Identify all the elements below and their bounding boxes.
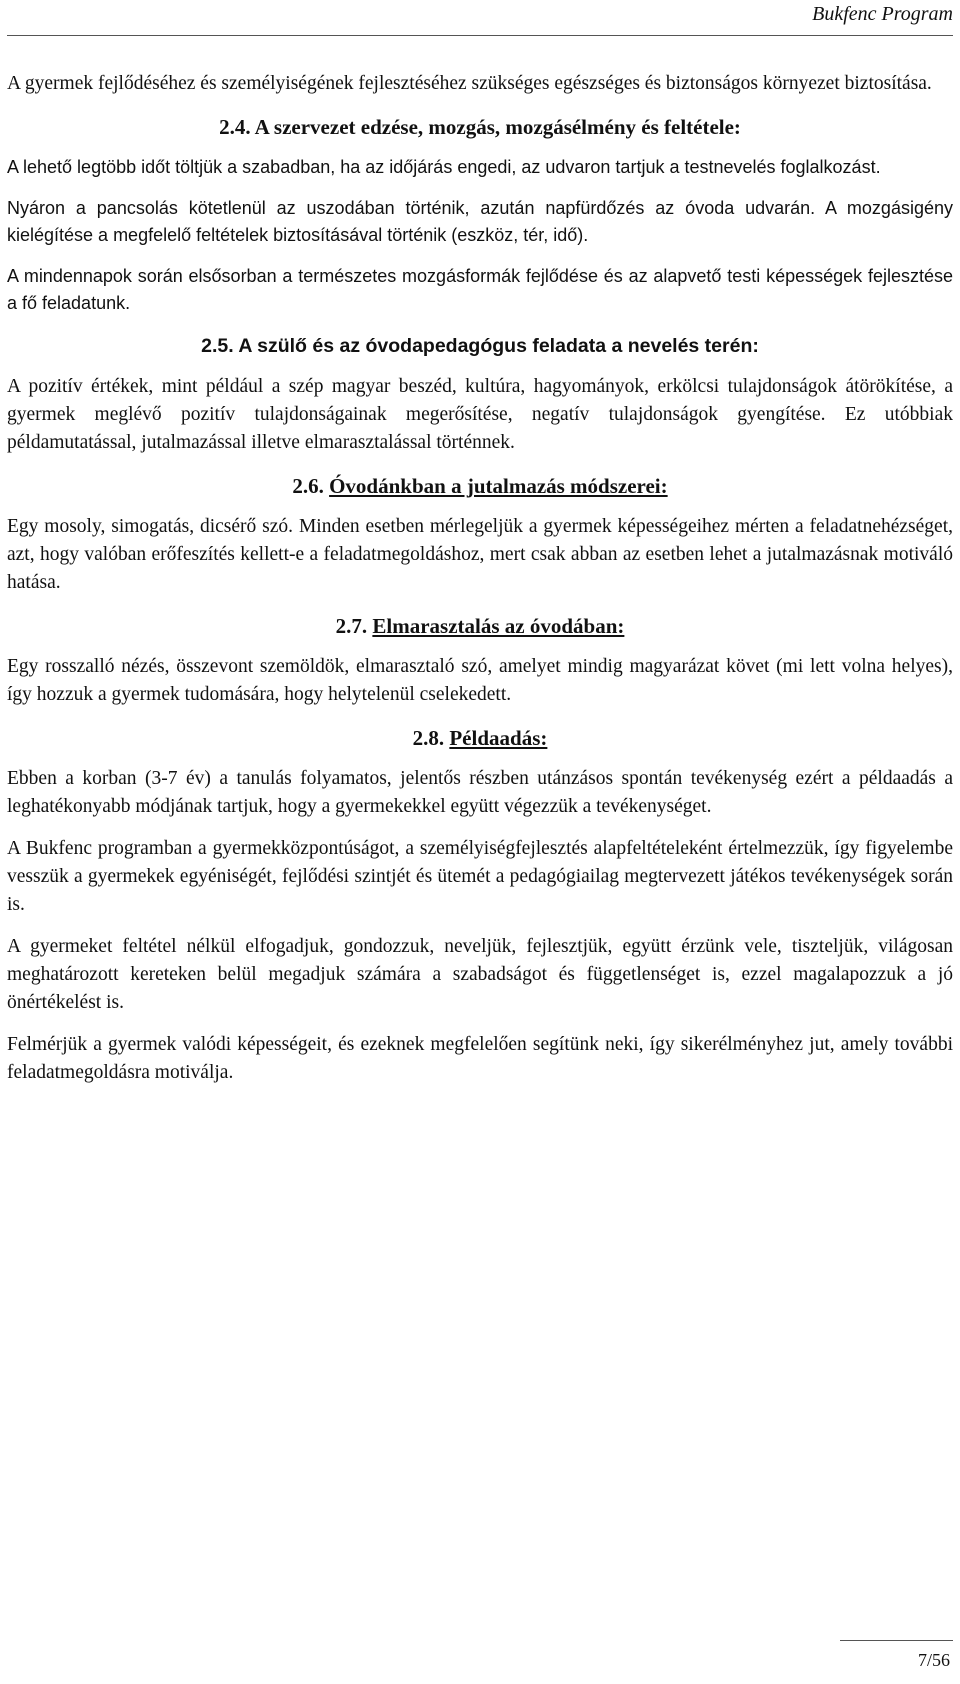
paragraph-reprimand: Egy rosszalló nézés, összevont szemöldök, elmarasztaló szó, amelyet mindig magyarázat követ (mi lett volna helyes), így hozzuk a gyermek tudomására, hogy helytelenül cselekedett. — [7, 656, 953, 705]
section-heading-2-4 — [7, 112, 953, 142]
paragraph-child-centered: A Bukfenc programban a gyermekközpontúságot, a személyiségfejlesztés alapfeltételeként értelmezzük, így figyelembe vesszük a gyermekek egyéniségét, fejlődési szintjét és ütemét a pedagógiailag megtervezett játékos tevékenységek során is. — [7, 838, 953, 915]
paragraph-environment: A gyermek fejlődéséhez és személyiségének fejlesztéséhez szükséges egészséges és biztonságos környezet biztosítása. — [7, 73, 932, 94]
section-number: 2.5. — [201, 335, 234, 357]
section-number: 2.7. — [335, 614, 368, 638]
document-body — [7, 70, 953, 1101]
section-heading-2-8 — [7, 723, 953, 753]
paragraph-abilities: Felmérjük a gyermek valódi képességeit, és ezeknek megfelelően segítünk neki, így sikerélményhez jut, amely további feladatmegoldásra motiválja. — [7, 1034, 953, 1083]
paragraph-values: A pozitív értékek, mint például a szép magyar beszéd, kultúra, hagyományok, erkölcsi tulajdonságok átörökítése, a gyermek meglévő pozitív tulajdonságainak megerősítése, negatív tulajdonságok gyengítése. Ez utóbbiak példamutatással, jutalmazással illetve elmarasztalással történnek. — [7, 376, 953, 453]
section-heading-2-6 — [7, 471, 953, 501]
paragraph-example: Ebben a korban (3-7 év) a tanulás folyamatos, jelentős részben utánzásos spontán tevékenység ezért a példaadás a leghatékonyabb módjának tartjuk, hogy a gyermekekkel együtt végezzük a tevékenységet. — [7, 768, 953, 817]
section-title: Óvodánkban a jutalmazás módszerei: — [329, 474, 668, 498]
section-title: A szülő és az óvodapedagógus feladata a nevelés terén: — [238, 335, 759, 357]
section-heading-2-7 — [7, 611, 953, 641]
section-number: 2.6. — [292, 474, 324, 498]
paragraph-rewards: Egy mosoly, simogatás, dicsérő szó. Minden esetben mérlegeljük a gyermek képességeihez mérten a feladatnehézséget, azt, hogy valóban erőfeszítés kellett-e a feladatmegoldáshoz, mert csak abban az esetben lehet a jutalmazásnak motiváló hatása. — [7, 516, 953, 593]
paragraph-summer: Nyáron a pancsolás kötetlenül az uszodában történik, azután napfürdőzés az óvoda udvarán. A mozgásigény kielégítése a megfelelő feltételek biztosításával történik (eszköz, tér, idő). — [7, 198, 953, 245]
section-number: 2.8. — [412, 726, 445, 750]
page-number: 7/56 — [917, 1650, 950, 1670]
section-title: A szervezet edzése, mozgás, mozgásélmény és feltétele: — [254, 115, 741, 139]
section-title: Elmarasztalás az óvodában: — [372, 614, 625, 638]
paragraph-daily-movement: A mindennapok során elsősorban a természetes mozgásformák fejlődése és az alapvető testi képességek fejlesztése a fő feladatunk. — [7, 266, 953, 313]
section-number: 2.4. — [219, 115, 251, 139]
section-title: Példaadás: — [449, 726, 548, 750]
section-heading-2-5 — [7, 331, 953, 361]
footer-divider — [840, 1640, 953, 1641]
paragraph-acceptance: A gyermeket feltétel nélkül elfogadjuk, gondozzuk, neveljük, fejlesztjük, együtt érzünk vele, tiszteljük, világosan meghatározott kereteken belül megadjuk számára a szabadságot és függetlenséget is, ezzel magalapozzuk a jó önértékelést is. — [7, 936, 953, 1013]
paragraph-outdoor: A lehető legtöbb időt töltjük a szabadban, ha az időjárás engedi, az udvaron tartjuk a testnevelés foglalkozást. — [7, 157, 881, 177]
header-divider — [7, 35, 953, 36]
document-header-title: Bukfenc Program — [812, 3, 953, 25]
